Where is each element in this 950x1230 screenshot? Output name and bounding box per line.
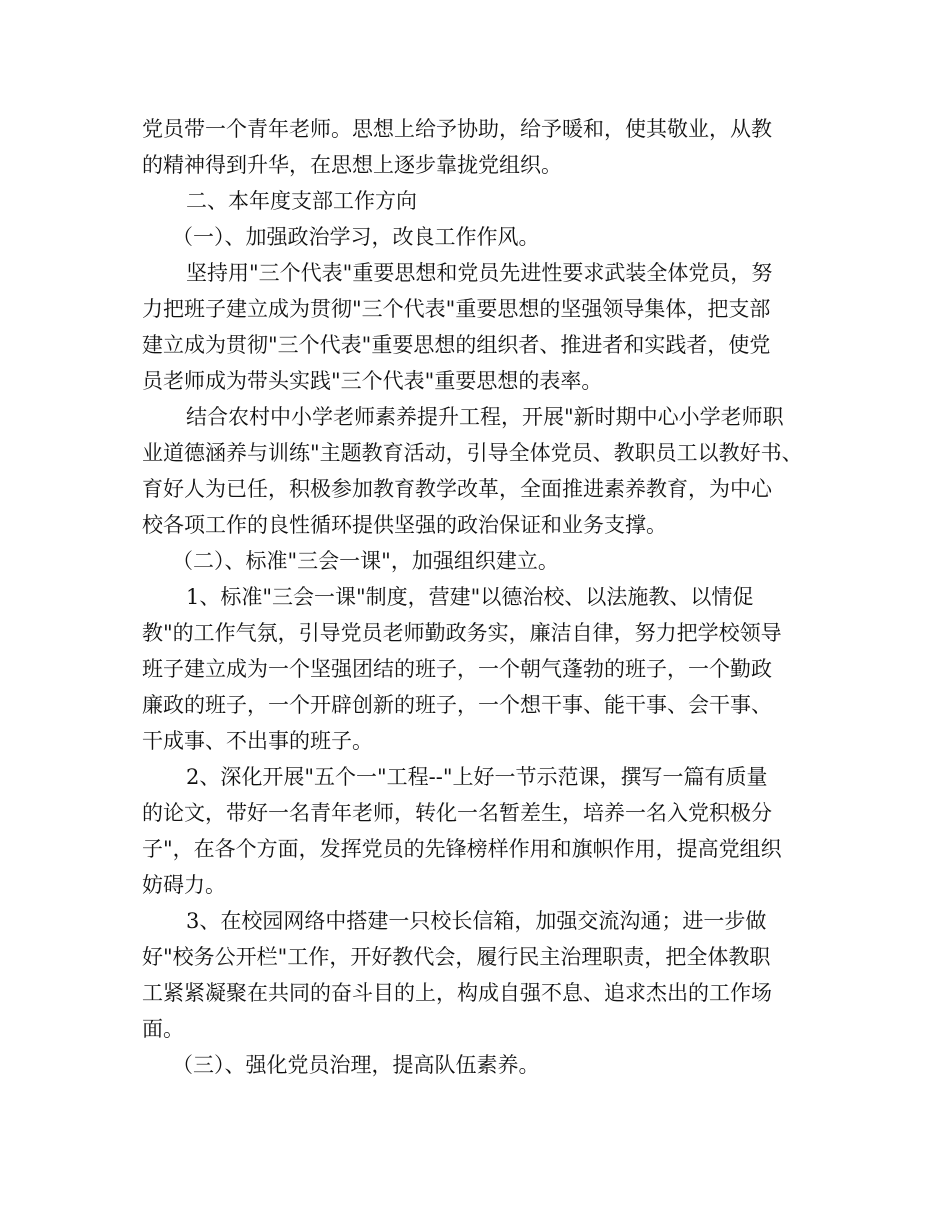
- text-line: 工紧紧凝聚在共同的奋斗目的上，构成自强不息、追求杰出的工作场: [142, 981, 772, 1005]
- text-line: 1、标准"三会一课"制度，营建"以德治校、以法施教、以情促: [186, 585, 754, 609]
- text-line: 3、在校园网络中搭建一只校长信箱，加强交流沟通；进一步做: [186, 909, 767, 933]
- text-line: 干成事、不出事的班子。: [142, 729, 373, 753]
- text-line: 力把班子建立成为贯彻"三个代表"重要思想的坚强领导集体，把支部: [142, 297, 771, 321]
- text-line: 员老师成为带头实践"三个代表"重要思想的表率。: [142, 369, 603, 393]
- subsection-heading: （三）、强化党员治理，提高队伍素养。: [172, 1053, 540, 1077]
- text-line: 坚持用"三个代表"重要思想和党员先进性要求武装全体党员，努: [186, 261, 773, 285]
- text-line: 校各项工作的良性循环提供坚强的政治保证和业务支撑。: [142, 513, 667, 537]
- text-line: 的论文，带好一名青年老师，转化一名暂差生，培养一名入党积极分: [142, 801, 772, 825]
- text-line: 2、深化开展"五个一"工程--"上好一节示范课，撰写一篇有质量: [186, 765, 768, 789]
- text-line: 班子建立成为一个坚强团结的班子，一个朝气蓬勃的班子，一个勤政: [142, 657, 772, 681]
- text-line: 廉政的班子，一个开辟创新的班子，一个想干事、能干事、会干事、: [142, 693, 772, 717]
- text-line: 好"校务公开栏"工作，开好教代会，履行民主治理职责，把全体教职: [142, 945, 771, 969]
- text-line: 妨碍力。: [142, 873, 226, 897]
- text-line: 的精神得到升华，在思想上逐步靠拢党组织。: [142, 153, 562, 177]
- text-line: 业道德涵养与训练"主题教育活动，引导全体党员、教职员工以教好书、: [142, 441, 803, 465]
- text-line: 结合农村中小学老师素养提升工程，开展"新时期中心小学老师职: [186, 405, 784, 429]
- text-line: 育好人为已任，积极参加教育教学改革，全面推进素养教育，为中心: [142, 477, 772, 501]
- text-line: 面。: [142, 1017, 184, 1041]
- text-line: 建立成为贯彻"三个代表"重要思想的组织者、推进者和实践者，使党: [142, 333, 771, 357]
- section-heading: 二、本年度支部工作方向: [186, 189, 417, 213]
- text-line: 子"，在各个方面，发挥党员的先锋榜样作用和旗帜作用，提高党组织: [142, 837, 782, 861]
- text-line: 教"的工作气氛，引导党员老师勤政务实，廉洁自律，努力把学校领导: [142, 621, 782, 645]
- text-line: 党员带一个青年老师。思想上给予协助，给予暖和，使其敬业，从教: [142, 117, 772, 141]
- subsection-heading: （一）、加强政治学习，改良工作作风。: [172, 225, 540, 249]
- subsection-heading: （二）、标准"三会一课"，加强组织建立。: [172, 549, 559, 573]
